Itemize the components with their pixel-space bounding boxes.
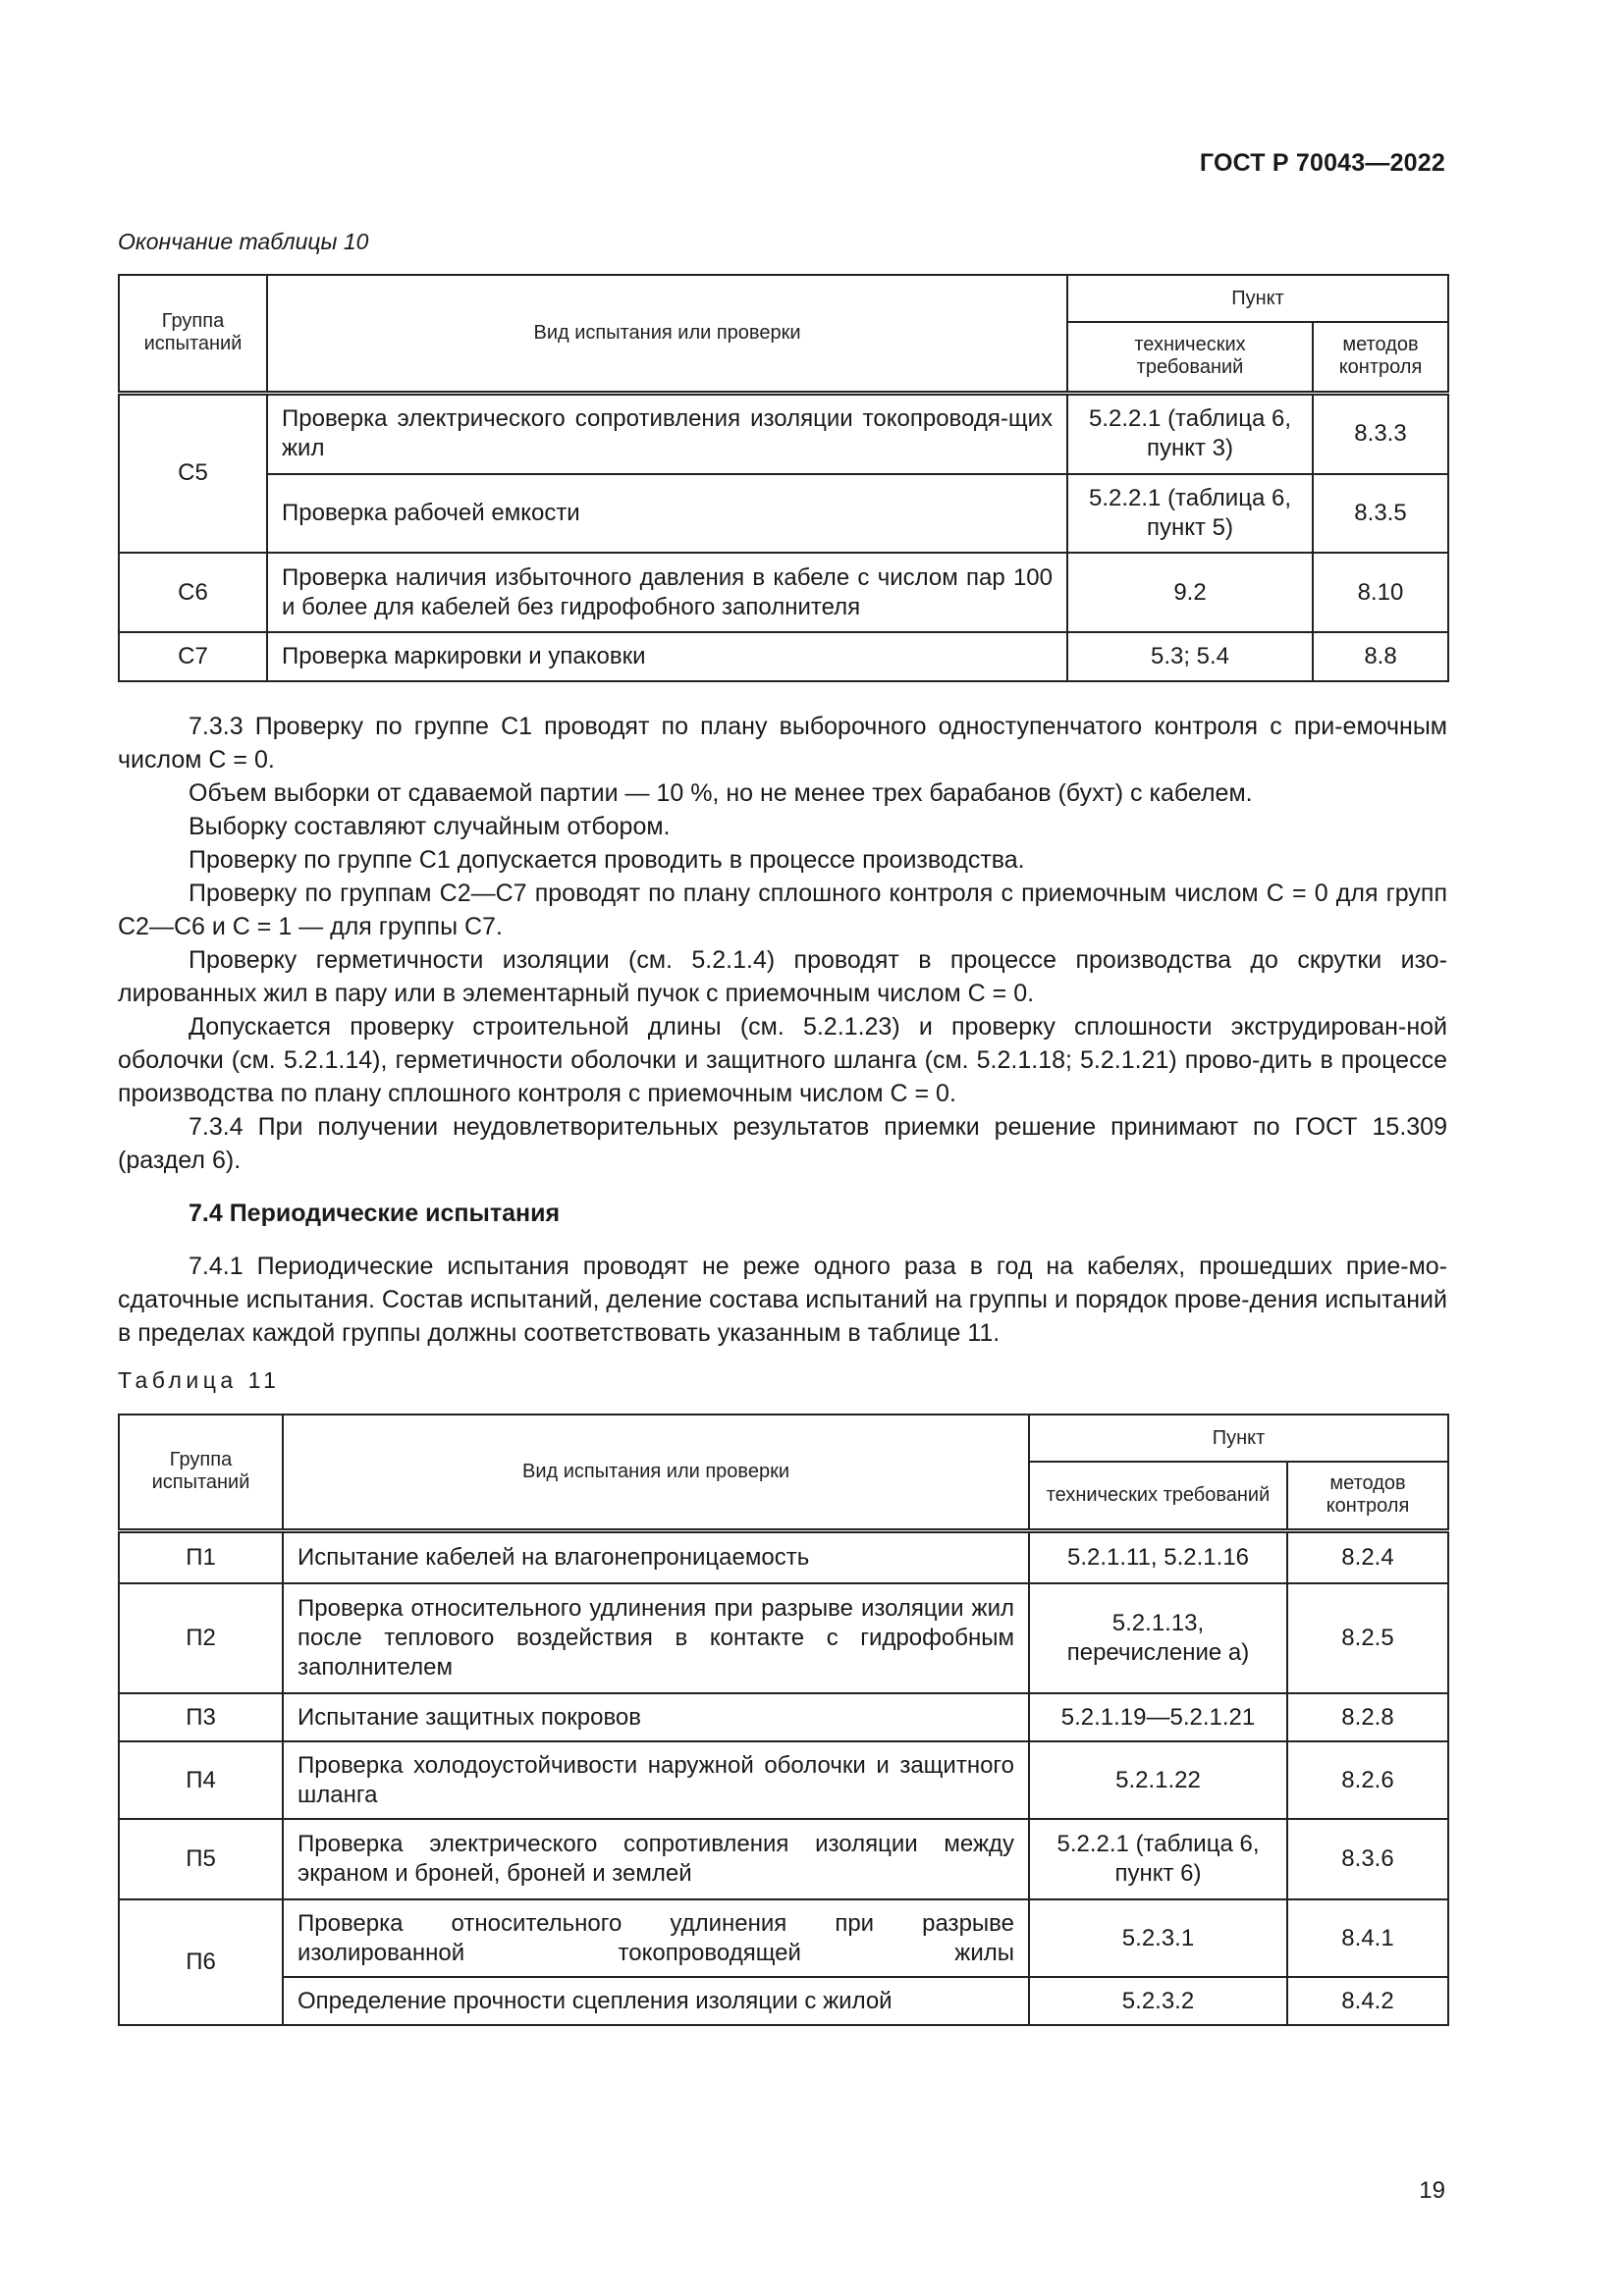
cell-methods: 8.2.6	[1287, 1741, 1448, 1819]
cell-group: П3	[119, 1693, 283, 1741]
cell-group: П6	[119, 1899, 283, 2025]
cell-kind-text: Проверка холодоустойчивости наружной оболочки и защитного шланга	[298, 1751, 1014, 1808]
paragraph: Выборку составляют случайным отбором.	[189, 813, 671, 840]
cell-kind: Проверка относительного удлинения при разрыве изолированной токопроводящей жилы	[283, 1899, 1029, 1977]
header-group: Группа испытаний	[119, 1415, 283, 1530]
header-methods: методов контроля	[1287, 1462, 1448, 1530]
table11-caption: Таблица 11	[118, 1367, 281, 1393]
table-row	[119, 553, 1448, 632]
cell-kind: Определение прочности сцепления изоляции с жилой	[283, 1977, 1029, 2025]
table-row	[119, 1977, 1448, 2025]
cell-methods: 8.3.6	[1287, 1819, 1448, 1899]
paragraph: 7.3.4 При получении неудовлетворительных результатов приемки решение принимают по ГОСТ 15.309 (раздел 6).	[118, 1113, 1447, 1174]
cell-methods: 8.10	[1313, 553, 1448, 632]
cell-methods: 8.3.5	[1313, 474, 1448, 553]
cell-group: П1	[119, 1530, 283, 1583]
paragraph: Проверку герметичности изоляции (см. 5.2.1.4) проводят в процессе производства до скрутки изо-лированных жил в пару или в элементарный пучок с приемочным числом С = 0.	[118, 946, 1447, 1007]
cell-methods: 8.2.5	[1287, 1583, 1448, 1693]
paragraph: Объем выборки от сдаваемой партии — 10 %, но не менее трех барабанов (бухт) с кабелем.	[189, 779, 1253, 807]
table-row	[119, 474, 1448, 553]
cell-group: С6	[119, 553, 267, 632]
cell-tech: 5.2.1.13, перечисление а)	[1029, 1583, 1287, 1693]
cell-group: П2	[119, 1583, 283, 1693]
cell-kind: Проверка маркировки и упаковки	[267, 632, 1067, 681]
header-clause: Пункт	[1029, 1415, 1448, 1462]
cell-methods: 8.2.8	[1287, 1693, 1448, 1741]
cell-tech: 5.2.3.2	[1029, 1977, 1287, 2025]
table-row	[119, 632, 1448, 681]
cell-tech: 5.2.2.1 (таблица 6, пункт 5)	[1067, 474, 1313, 553]
section-heading: 7.4 Периодические испытания	[189, 1200, 561, 1227]
table10-caption: Окончание таблицы 10	[118, 229, 369, 254]
cell-methods: 8.4.2	[1287, 1977, 1448, 2025]
table-row	[119, 393, 1448, 474]
page-number: 19	[1419, 2177, 1445, 2204]
header-kind: Вид испытания или проверки	[267, 275, 1067, 393]
table-row	[119, 1819, 1448, 1899]
paragraph: Проверку по группам С2—С7 проводят по плану сплошного контроля с приемочным числом С = 0 для групп С2—С6 и С = 1 — для группы С7.	[118, 880, 1447, 940]
cell-methods: 8.8	[1313, 632, 1448, 681]
paragraph: 7.3.3 Проверку по группе С1 проводят по плану выборочного одноступенчатого контроля с при-емочным числом С = 0.	[118, 713, 1447, 774]
cell-tech: 5.2.2.1 (таблица 6, пункт 3)	[1067, 393, 1313, 474]
table-row	[119, 1899, 1448, 1977]
header-tech: технических требований	[1029, 1462, 1287, 1530]
cell-kind: Испытание защитных покровов	[283, 1693, 1029, 1741]
cell-group: С7	[119, 632, 267, 681]
cell-kind: Испытание кабелей на влагонепроницаемость	[283, 1530, 1029, 1583]
header-group: Группа испытаний	[119, 275, 267, 393]
section-7-3-text	[118, 710, 1447, 1177]
section-7-4-text	[118, 1250, 1447, 1350]
cell-tech: 5.2.1.19—5.2.1.21	[1029, 1693, 1287, 1741]
cell-kind: Проверка электрического сопротивления изоляции токопроводя-щих жил	[267, 393, 1067, 474]
cell-kind	[283, 1741, 1029, 1819]
header-clause: Пункт	[1067, 275, 1448, 322]
cell-group: П4	[119, 1741, 283, 1819]
cell-tech: 9.2	[1067, 553, 1313, 632]
cell-kind: Проверка рабочей емкости	[267, 474, 1067, 553]
paragraph: Допускается проверку строительной длины (см. 5.2.1.23) и проверку сплошности экструдирован-ной оболочки (см. 5.2.1.14), герметичности оболочки и защитного шланга (см. 5.2.1.18; 5.2.1.21) прово-дить в процессе производства по плану сплошного контроля с приемочным числом С = 0.	[118, 1013, 1447, 1107]
cell-tech: 5.2.1.11, 5.2.1.16	[1029, 1530, 1287, 1583]
table-11	[118, 1414, 1449, 2026]
header-tech: технических требований	[1067, 322, 1313, 393]
document-standard-number: ГОСТ Р 70043—2022	[1199, 149, 1445, 177]
cell-methods: 8.2.4	[1287, 1530, 1448, 1583]
header-kind: Вид испытания или проверки	[283, 1415, 1029, 1530]
paragraph: 7.4.1 Периодические испытания проводят не реже одного раза в год на кабелях, прошедших прие-мо-сдаточные испытания. Состав испытаний, деление состава испытаний на группы и порядок прове-дения испытаний в пределах каждой группы должны соответствовать указанным в таблице 11.	[118, 1253, 1447, 1347]
cell-tech: 5.2.3.1	[1029, 1899, 1287, 1977]
cell-tech: 5.2.2.1 (таблица 6, пункт 6)	[1029, 1819, 1287, 1899]
cell-tech: 5.2.1.22	[1029, 1741, 1287, 1819]
cell-kind: Проверка электрического сопротивления изоляции между экраном и броней, броней и землей	[283, 1819, 1029, 1899]
table-10	[118, 274, 1449, 682]
table-row	[119, 1530, 1448, 1583]
cell-tech: 5.3; 5.4	[1067, 632, 1313, 681]
cell-group: П5	[119, 1819, 283, 1899]
header-methods: методов контроля	[1313, 322, 1448, 393]
table-row	[119, 1693, 1448, 1741]
table-row	[119, 1741, 1448, 1819]
cell-methods: 8.4.1	[1287, 1899, 1448, 1977]
cell-group: С5	[119, 393, 267, 553]
paragraph: Проверку по группе С1 допускается проводить в процессе производства.	[189, 846, 1025, 874]
table-row	[119, 1583, 1448, 1693]
cell-kind: Проверка относительного удлинения при разрыве изоляции жил после теплового воздействия в контакте с гидрофобным заполнителем	[283, 1583, 1029, 1693]
cell-kind: Проверка наличия избыточного давления в кабеле с числом пар 100 и более для кабелей без гидрофобного заполнителя	[267, 553, 1067, 632]
cell-methods: 8.3.3	[1313, 393, 1448, 474]
